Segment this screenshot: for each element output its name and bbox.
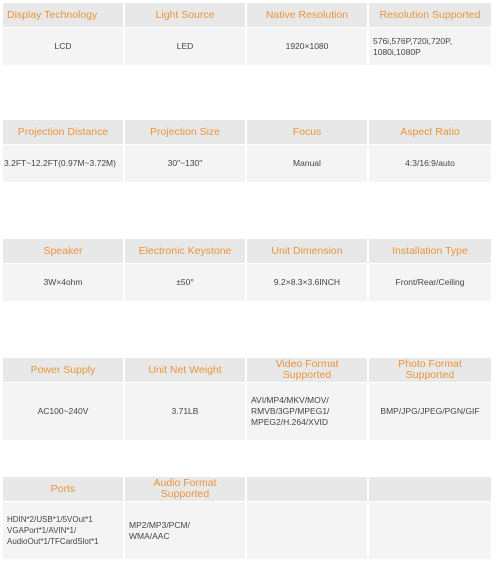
header-display-technology: Display Technology [3,3,125,27]
header-audio-format: Audio Format Supported [125,477,247,501]
value-ports: HDIN*2/USB*1/5VOut*1 VGAPort*1/AVIN*1/ AudioOut*1/TFCardSlot*1 [3,501,125,559]
header-native-resolution: Native Resolution [247,3,369,27]
header-power-supply: Power Supply [3,358,125,382]
header-speaker: Speaker [3,239,125,263]
value-audio-format: MP2/MP3/PCM/ WMA/AAC [125,501,247,559]
value-empty-2 [369,501,493,559]
value-resolution-supported: 576i,576P,720i,720P, 1080i,1080P [369,27,493,65]
spec-group-projection [3,120,493,182]
value-power-supply: AC100~240V [3,382,125,440]
header-projection-distance: Projection Distance [3,120,125,144]
value-unit-net-weight: 3.71LB [125,382,247,440]
value-video-format: AVI/MP4/MKV/MOV/ RMVB/3GP/MPEG1/ MPEG2/H.264/XVID [247,382,369,440]
value-empty-1 [247,501,369,559]
value-focus: Manual [247,144,369,182]
value-projection-distance: 3.2FT~12.2FT(0.97M~3.72M) [3,144,125,182]
header-installation-type: Installation Type [369,239,493,263]
header-aspect-ratio: Aspect Ratio [369,120,493,144]
header-photo-format: Photo Format Supported [369,358,493,382]
header-projection-size: Projection Size [125,120,247,144]
header-empty-2 [369,477,493,501]
value-installation-type: Front/Rear/Ceiling [369,263,493,301]
header-video-format: Video Format Supported [247,358,369,382]
value-speaker: 3W×4ohm [3,263,125,301]
spec-group-power-formats [3,358,493,440]
value-electronic-keystone: ±50° [125,263,247,301]
spec-group-ports-audio [3,477,493,559]
header-unit-net-weight: Unit Net Weight [125,358,247,382]
header-focus: Focus [247,120,369,144]
value-aspect-ratio: 4:3/16:9/auto [369,144,493,182]
value-photo-format: BMP/JPG/JPEG/PGN/GIF [369,382,493,440]
header-electronic-keystone: Electronic Keystone [125,239,247,263]
header-light-source: Light Source [125,3,247,27]
value-native-resolution: 1920×1080 [247,27,369,65]
spec-group-display [3,3,493,65]
header-unit-dimension: Unit Dimension [247,239,369,263]
value-projection-size: 30"~130" [125,144,247,182]
spec-group-audio-physical [3,239,493,301]
header-empty-1 [247,477,369,501]
value-light-source: LED [125,27,247,65]
header-resolution-supported: Resolution Supported [369,3,493,27]
value-unit-dimension: 9.2×8.3×3.6INCH [247,263,369,301]
header-ports: Ports [3,477,125,501]
value-display-technology: LCD [3,27,125,65]
